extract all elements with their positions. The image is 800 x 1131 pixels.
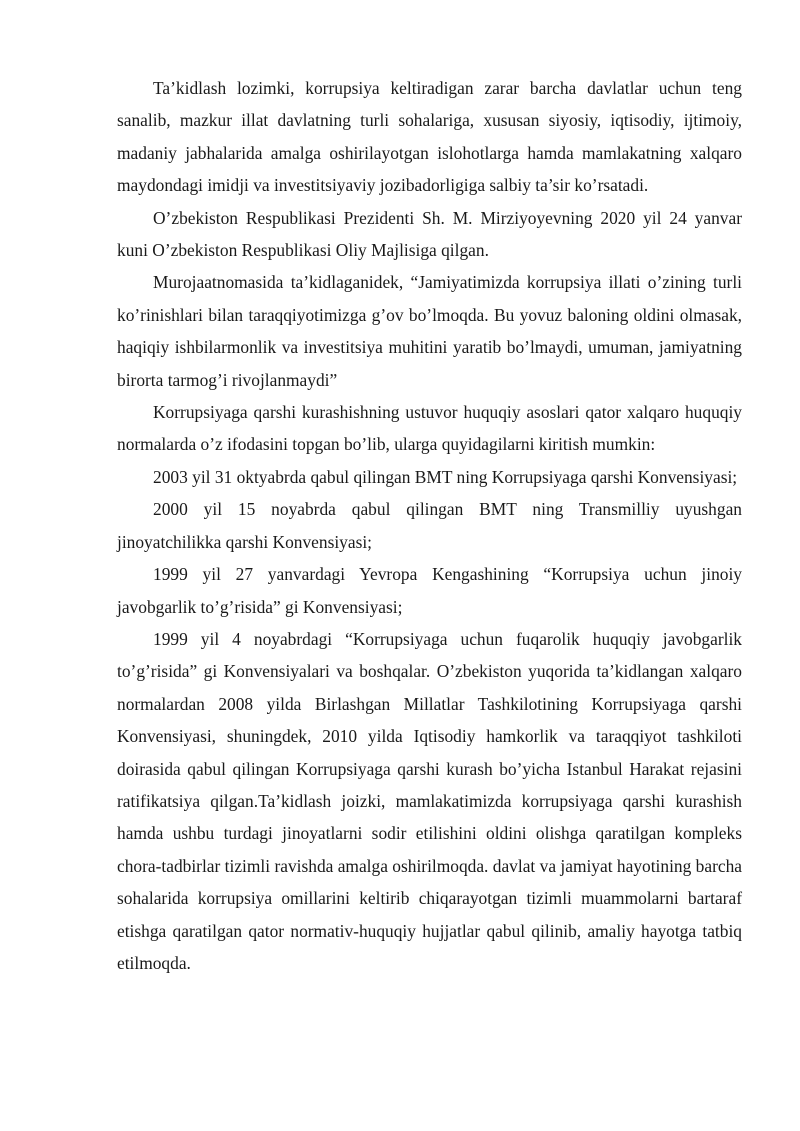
paragraph-international-norms: Korrupsiyaga qarshi kurashishning ustuvor huquqiy asoslari qator xalqaro huquqiy normalarda o’z ifodasini topgan bo’lib, ularga quyidagilarni kiritish mumkin: (117, 402, 742, 455)
paragraph-address-quote: Murojaatnomasida ta’kidlaganidek, “Jamiyatimizda korrupsiya illati o’zining turli ko’rinishlari bilan taraqqiyotimizga g’ov bo’lmoqda. Bu yovuz baloning oldini olmasak, haqiqiy ishbilarmonlik va investitsiya muhitini yaratib bo’lmaydi, umuman, jamiyatning birorta tarmog’i rivojlanmaydi” (117, 272, 742, 390)
paragraph-un-convention-2000: 2000 yil 15 noyabrda qabul qilingan BMT ning Transmilliy uyushgan jinoyatchilikka qarshi Konvensiyasi; (117, 499, 742, 552)
document-page (117, 72, 742, 979)
paragraph-un-convention-2003: 2003 yil 31 oktyabrda qabul qilingan BMT ning Korrupsiyaga qarshi Konvensiyasi; (153, 466, 738, 487)
paragraph-civil-liability-1999-nov: 1999 yil 4 noyabrdagi “Korrupsiyaga uchun fuqarolik huquqiy javobgarlik to’g’risida” gi Konvensiyalari va boshqalar. O’zbekiston yuqorida ta’kidlangan xalqaro normalardan 2008 yilda Birlashgan Millatlar Tashkilotining Korrupsiyaga qarshi Konvensiyasi, shuningdek, 2010 yilda Iqtisodiy hamkorlik va taraqqiyot tashkiloti doirasida qabul qilingan Korrupsiyaga qarshi kurash bo’yicha Istanbul Harakat rejasini ratifikatsiya qilgan.Ta’kidlash joizki, mamlakatimizda korrupsiyaga qarshi kurashish hamda ushbu turdagi jinoyatlarni sodir etilishini oldini olishga qaratilgan kompleks chora-tadbirlar tizimli ravishda amalga oshirilmoqda. davlat va jamiyat hayotining barcha sohalarida korrupsiya omillarini keltirib chiqarayotgan tizimli muammolarni bartaraf etishga qaratilgan qator normativ-huquqiy hujjatlar qabul qilinib, amaliy hayotga tatbiq etilmoqda. (117, 628, 742, 973)
paragraph-council-europe-1999-jan: 1999 yil 27 yanvardagi Yevropa Kengashining “Korrupsiya uchun jinoiy javobgarlik to’g’risida” gi Konvensiyasi; (117, 564, 742, 617)
paragraph-president-address: O’zbekiston Respublikasi Prezidenti Sh. M. Mirziyoyevning 2020 yil 24 yanvar kuni O’zbekiston Respublikasi Oliy Majlisiga qilgan. (117, 207, 742, 261)
paragraph-corruption-harm: Ta’kidlash lozimki, korrupsiya keltiradigan zarar barcha davlatlar uchun teng sanalib, mazkur illat davlatning turli sohalariga, xususan siyosiy, iqtisodiy, ijtimoiy, madaniy jabhalarida amalga oshirilayotgan islohotlarga hamda mamlakatning xalqaro maydondagi imidji va investitsiyaviy jozibadorligiga salbiy ta’sir ko’rsatadi. (117, 78, 742, 196)
